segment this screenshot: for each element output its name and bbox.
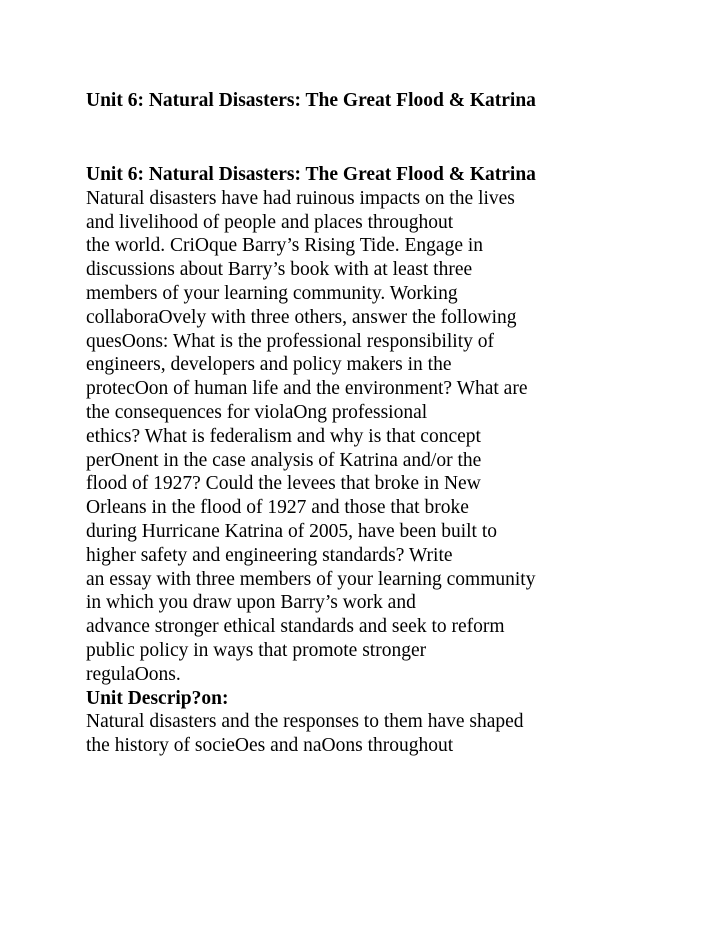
paragraph-line: discussions about Barry’s book with at least three: [86, 259, 473, 281]
document-title: Unit 6: Natural Disasters: The Great Flood & Katrina: [86, 90, 536, 111]
paragraph-line: in which you draw upon Barry’s work and: [86, 592, 416, 614]
paragraph-line: perOnent in the case analysis of Katrina and/or the: [86, 449, 482, 471]
unit-description-heading: Unit Descrip?on:: [86, 687, 229, 709]
paragraph-line: the consequences for violaOng professional: [86, 401, 428, 423]
paragraph-line: during Hurricane Katrina of 2005, have been built to: [86, 520, 497, 542]
paragraph-line: advance stronger ethical standards and seek to reform: [86, 616, 505, 638]
paragraph-line: the world. CriOque Barry’s Rising Tide. Engage in: [86, 235, 484, 257]
paragraph-line: Natural disasters have had ruinous impacts on the lives: [86, 187, 515, 209]
description-line: Natural disasters and the responses to them have shaped: [86, 711, 524, 733]
paragraph-line: Orleans in the flood of 1927 and those that broke: [86, 497, 469, 519]
section-heading: Unit 6: Natural Disasters: The Great Flood & Katrina: [86, 164, 536, 185]
document-body: [86, 163, 716, 758]
paragraph-line: ethics? What is federalism and why is that concept: [86, 425, 481, 447]
paragraph-line: flood of 1927? Could the levees that broke in New: [86, 473, 481, 495]
paragraph-line: higher safety and engineering standards? Write: [86, 544, 453, 566]
paragraph-line: public policy in ways that promote stronger: [86, 639, 427, 661]
paragraph-line: regulaOons.: [86, 663, 181, 685]
paragraph-line: collaboraOvely with three others, answer the following: [86, 306, 517, 328]
paragraph-line: and livelihood of people and places throughout: [86, 211, 454, 233]
paragraph-line: an essay with three members of your learning community: [86, 568, 536, 590]
description-line: the history of socieOes and naOons throughout: [86, 735, 454, 757]
paragraph-line: members of your learning community. Working: [86, 282, 458, 304]
paragraph-line: quesOons: What is the professional responsibility of: [86, 330, 495, 352]
paragraph-line: protecOon of human life and the environment? What are: [86, 378, 528, 400]
paragraph-line: engineers, developers and policy makers in the: [86, 354, 452, 376]
